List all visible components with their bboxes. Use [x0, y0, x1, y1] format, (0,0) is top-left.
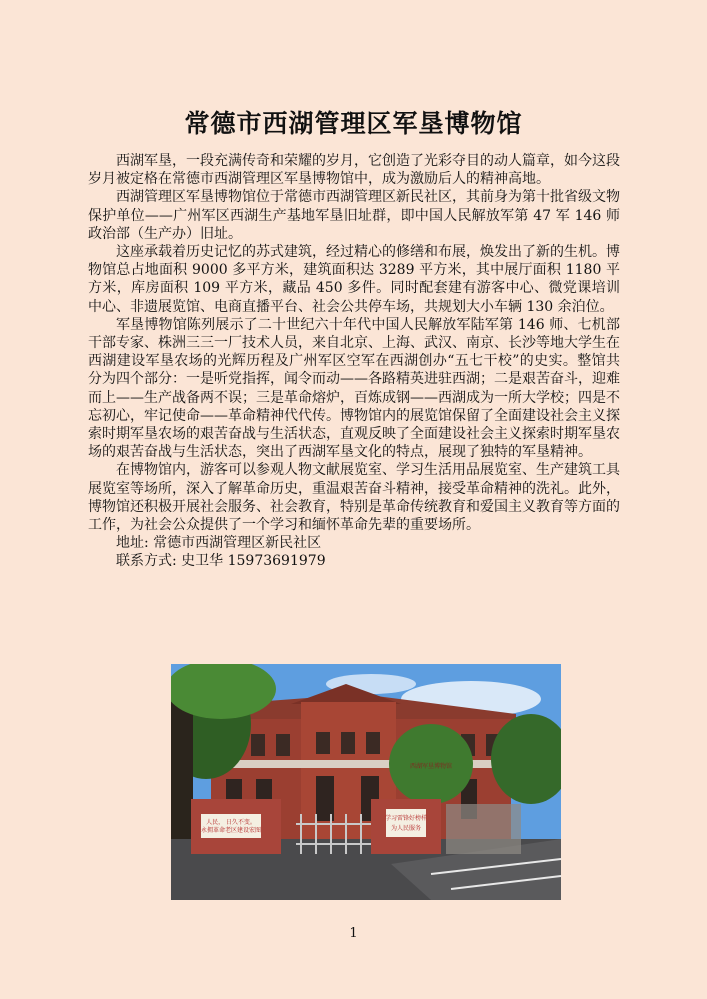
contact-line: 联系方式: 史卫华 15973691979 [116, 553, 326, 570]
article-body [88, 152, 620, 571]
paragraph-4: 军垦博物馆陈列展示了二十世纪六十年代中国人民解放军陆军第 146 师、七机部干部专家、株洲三三一厂技术人员，来自北京、上海、武汉、南京、长沙等地大学生在西湖建设军垦农场的光辉历程及广州军区空军在西湖创办“五七干校”的史实。整馆共分为四个部分：一是听党指挥，闻令而动——各路精英进驻西湖；二是艰苦奋斗，迎难而上——生产战备两不误；三是革命熔炉，百炼成钢——西湖成为一所大学校；四是不忘初心，牢记使命——革命精神代代传。博物馆内的展览馆保留了全面建设社会主义探索时期军垦农场的艰苦奋战与生活状态，直观反映了全面建设社会主义探索时期军垦农场的艰苦奋战与生活状态，突出了西湖军垦文化的特点，展现了独特的军垦精神。 [88, 316, 620, 461]
paragraph-3: 这座承载着历史记忆的苏式建筑，经过精心的修缮和布展，焕发出了新的生机。博物馆总占地面积 9000 多平方米，建筑面积达 3289 平方米，其中展厅面积 1180 平方米，库房面积 109 平方米，藏品 450 多件。同时配套建有游客中心、微党课培训中心、非遗展览馆、电商直播平台、社会公共停车场，共规划大小车辆 130 余泊位。 [88, 244, 620, 315]
paragraph-2: 西湖管理区军垦博物馆位于常德市西湖管理区新民社区，其前身为第十批省级文物保护单位——广州军区西湖生产基地军垦旧址群，即中国人民解放军第 47 军 146 师政治部（生产办）旧址。 [88, 189, 620, 242]
address-line: 地址: 常德市西湖管理区新民社区 [116, 535, 322, 552]
paragraph-5: 在博物馆内，游客可以参观人物文献展览室、学习生活用品展览室、生产建筑工具展览室等场所，深入了解革命历史，重温艰苦奋斗精神，接受革命精神的洗礼。此外，博物馆还积极开展社会服务、社会教育，特别是革命传统教育和爱国主义教育等方面的工作，为社会公众提供了一个学习和缅怀革命先辈的重要场所。 [88, 462, 620, 534]
photo-sign-right-line2: 为人民服务 [390, 826, 422, 832]
page-number: 1 [349, 926, 358, 941]
photo-sign-left-line2: 永拥革命老区建设宏图 [200, 828, 262, 834]
museum-photo [171, 664, 561, 900]
paragraph-1: 西湖军垦，一段充满传奇和荣耀的岁月，它创造了光彩夺目的动人篇章，如今这段岁月被定格在常德市西湖管理区军垦博物馆中，成为激励后人的精神高地。 [88, 153, 620, 188]
document-title: 常德市西湖管理区军垦博物馆 [184, 109, 523, 138]
museum-photo-illustration [171, 664, 561, 900]
photo-sign-left-line1: 人民， 日久不变。 [206, 820, 256, 826]
photo-building-sign: 西湖军垦博物馆 [409, 764, 453, 770]
photo-sign-right-line1: 学习雷锋好榜样 [384, 816, 428, 822]
